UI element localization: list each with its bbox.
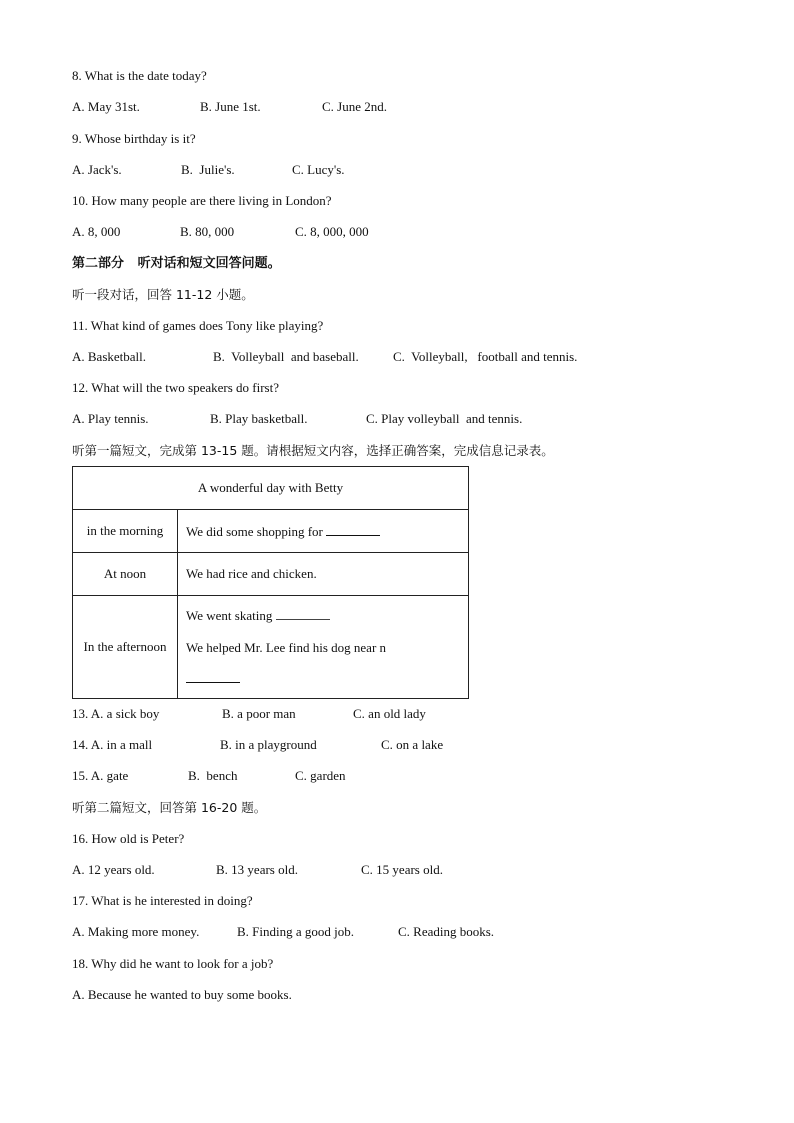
row-label-afternoon: In the afternoon xyxy=(73,596,178,699)
question-11-option-a: A. Basketball. xyxy=(72,349,147,364)
passage-1-instruction: 听第一篇短文，完成第 13-15 题。请根据短文内容，选择正确答案，完成信息记录表。 xyxy=(72,443,554,458)
question-11-option-c: C. Volleyball, football and tennis. xyxy=(393,349,578,364)
question-10-stem: 10. How many people are there living in London? xyxy=(72,193,332,208)
question-18-stem: 18. Why did he want to look for a job? xyxy=(72,956,274,971)
passage-2-instruction: 听第二篇短文，回答第 16-20 题。 xyxy=(72,800,267,815)
morning-text: We did some shopping for xyxy=(186,523,323,539)
question-10-option-c: C. 8, 000, 000 xyxy=(295,224,369,239)
question-13-stem: 13. A. a sick boy xyxy=(72,706,160,721)
question-17-option-a: A. Making more money. xyxy=(72,924,200,939)
row-label-morning: in the morning xyxy=(73,510,178,553)
question-9-option-a: A. Jack's. xyxy=(72,162,122,177)
afternoon-text-2: We helped Mr. Lee find his dog near n xyxy=(186,640,387,655)
question-11-stem: 11. What kind of games does Tony like playing? xyxy=(72,318,324,333)
question-14-stem: 14. A. in a mall xyxy=(72,737,153,752)
question-8-option-a: A. May 31st. xyxy=(72,99,140,114)
question-12-stem: 12. What will the two speakers do first? xyxy=(72,380,279,395)
row-label-noon: At noon xyxy=(73,553,178,596)
question-9-option-b: B. Julie's. xyxy=(181,162,235,177)
part-two-heading: 第二部分 听对话和短文回答问题。 xyxy=(72,256,281,271)
answer-blank xyxy=(326,523,380,536)
question-9-stem: 9. Whose birthday is it? xyxy=(72,131,196,146)
question-12-option-b: B. Play basketball. xyxy=(210,411,308,426)
question-8-stem: 8. What is the date today? xyxy=(72,68,207,83)
afternoon-text-1: We went skating xyxy=(186,608,273,623)
table-row xyxy=(73,596,469,699)
table-row xyxy=(73,467,469,510)
question-15-option-c: C. garden xyxy=(295,768,346,783)
answer-blank xyxy=(186,670,240,683)
question-10-option-b: B. 80, 000 xyxy=(180,224,235,239)
question-17-option-c: C. Reading books. xyxy=(398,924,495,939)
table-title: A wonderful day with Betty xyxy=(73,467,469,510)
question-17-stem: 17. What is he interested in doing? xyxy=(72,893,253,908)
question-10-option-a: A. 8, 000 xyxy=(72,224,121,239)
row-content-morning xyxy=(178,510,469,553)
table-row xyxy=(73,510,469,553)
question-13-option-b: B. a poor man xyxy=(222,706,296,721)
question-16-stem: 16. How old is Peter? xyxy=(72,831,185,846)
question-12-option-c: C. Play volleyball and tennis. xyxy=(366,411,523,426)
question-15-option-b: B. bench xyxy=(188,768,238,783)
question-16-option-c: C. 15 years old. xyxy=(361,862,443,877)
question-11-option-b: B. Volleyball and baseball. xyxy=(213,349,359,364)
question-16-option-b: B. 13 years old. xyxy=(216,862,298,877)
info-record-table xyxy=(72,466,469,699)
question-8-option-b: B. June 1st. xyxy=(200,99,261,114)
question-12-option-a: A. Play tennis. xyxy=(72,411,149,426)
question-16-option-a: A. 12 years old. xyxy=(72,862,155,877)
dialog-instruction: 听一段对话，回答 11-12 小题。 xyxy=(72,287,254,302)
row-content-afternoon xyxy=(178,596,469,699)
question-17-option-b: B. Finding a good job. xyxy=(237,924,355,939)
question-9-option-c: C. Lucy's. xyxy=(292,162,345,177)
table-row xyxy=(73,553,469,596)
row-content-noon: We had rice and chicken. xyxy=(178,553,469,596)
question-18-option-a: A. Because he wanted to buy some books. xyxy=(72,987,292,1002)
question-8-option-c: C. June 2nd. xyxy=(322,99,387,114)
question-15-stem: 15. A. gate xyxy=(72,768,129,783)
answer-blank xyxy=(276,607,330,620)
question-14-option-b: B. in a playground xyxy=(220,737,317,752)
question-13-option-c: C. an old lady xyxy=(353,706,426,721)
question-14-option-c: C. on a lake xyxy=(381,737,444,752)
